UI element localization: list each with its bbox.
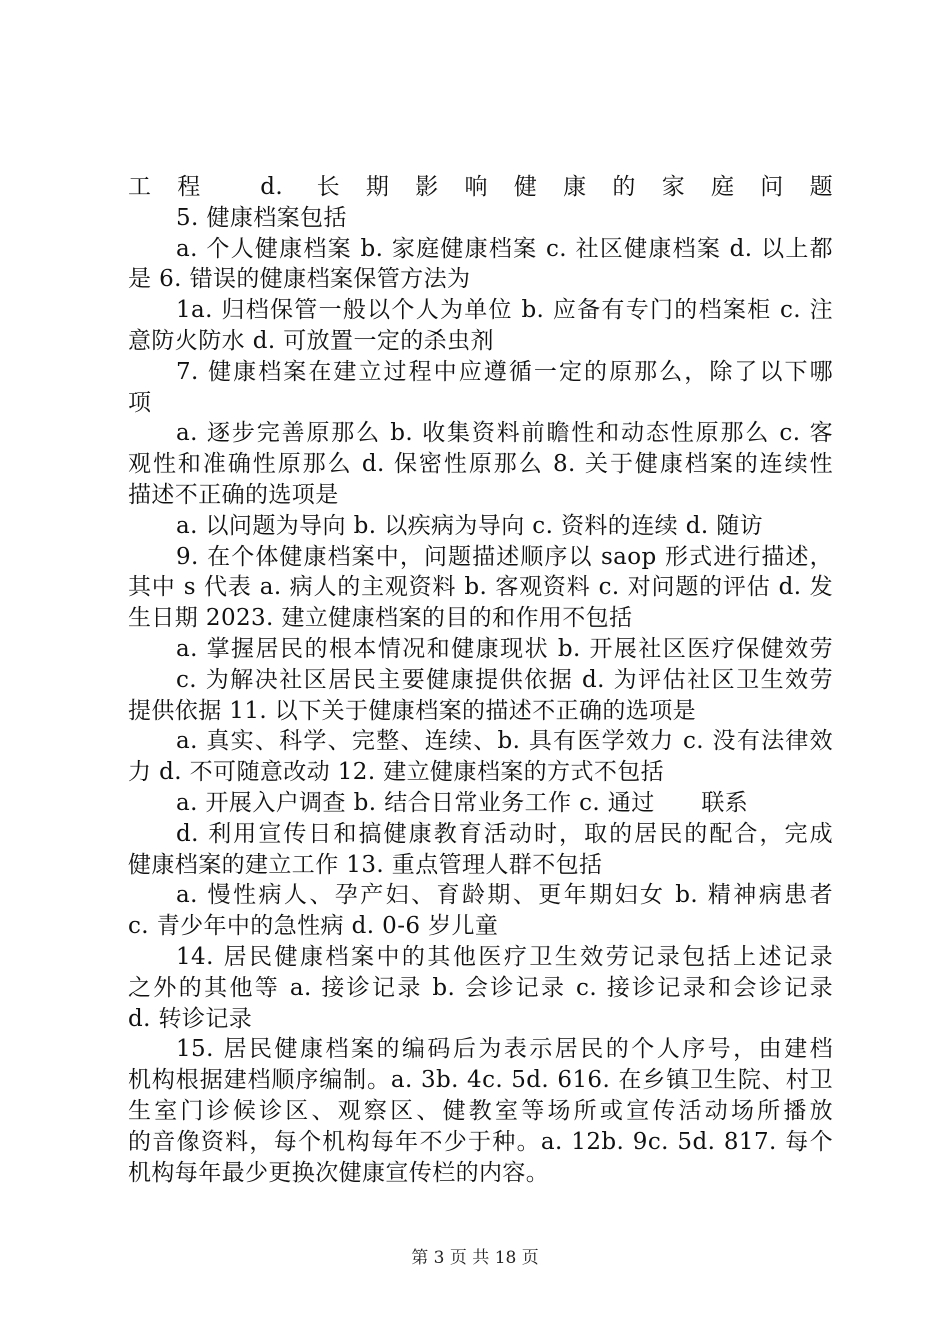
document-body bbox=[128, 172, 833, 1188]
text-line: 提供依据 11. 以下关于健康档案的描述不正确的选项是 bbox=[128, 697, 696, 724]
text-line: c. 为解决社区居民主要健康提供依据 d. 为评估社区卫生效劳 bbox=[176, 666, 833, 693]
text-line: 9. 在个体健康档案中，问题描述顺序以 saop 形式进行描述， bbox=[176, 543, 833, 570]
text-line: 15. 居民健康档案的编码后为表示居民的个人序号，由建档 bbox=[176, 1036, 833, 1063]
text-line: a. 掌握居民的根本情况和健康现状 b. 开展社区医疗保健效劳 bbox=[176, 635, 833, 662]
text-line: 项 bbox=[128, 389, 152, 416]
text-line: a. 慢性病人、孕产妇、育龄期、更年期妇女 b. 精神病患者 bbox=[176, 882, 833, 909]
text-line: 意防火防水 d. 可放置一定的杀虫剂 bbox=[128, 327, 494, 354]
text-line: c. 青少年中的急性病 d. 0-6 岁儿童 bbox=[128, 913, 499, 940]
text-line: a. 个人健康档案 b. 家庭健康档案 c. 社区健康档案 d. 以上都 bbox=[176, 235, 833, 262]
text-line: a. 开展入户调查 b. 结合日常业务工作 c. 通过 联系 bbox=[176, 789, 749, 816]
text-line: 7. 健康档案在建立过程中应遵循一定的原那么，除了以下哪 bbox=[176, 358, 833, 385]
text-line: a. 逐步完善原那么 b. 收集资料前瞻性和动态性原那么 c. 客 bbox=[176, 420, 833, 447]
text-line: 生日期 2023. 建立健康档案的目的和作用不包括 bbox=[128, 605, 633, 632]
text-line: 是 6. 错误的健康档案保管方法为 bbox=[128, 266, 471, 293]
text-line: 力 d. 不可随意改动 12. 建立健康档案的方式不包括 bbox=[128, 759, 665, 786]
text-line: 14. 居民健康档案中的其他医疗卫生效劳记录包括上述记录 bbox=[176, 943, 833, 970]
text-line: 工程 d. 长期影响健康的家庭问题 bbox=[128, 174, 833, 200]
text-line: 的音像资料，每个机构每年不少于种。a. 12b. 9c. 5d. 817. 每个 bbox=[128, 1128, 833, 1155]
text-line: 机构根据建档顺序编制。a. 3b. 4c. 5d. 616. 在乡镇卫生院、村卫 bbox=[128, 1067, 833, 1094]
text-line: 5. 健康档案包括 bbox=[176, 204, 347, 231]
text-line: 生室门诊候诊区、观察区、健教室等场所或宣传活动场所播放 bbox=[128, 1097, 833, 1124]
text-line: a. 真实、科学、完整、连续、b. 具有医学效力 c. 没有法律效 bbox=[176, 728, 833, 755]
page-number-footer: 第 3 页 共 18 页 bbox=[411, 1248, 539, 1268]
text-line: 之外的其他等 a. 接诊记录 b. 会诊记录 c. 接诊记录和会诊记录 bbox=[128, 974, 833, 1001]
text-line: 观性和准确性原那么 d. 保密性原那么 8. 关于健康档案的连续性 bbox=[128, 451, 833, 478]
text-line: 机构每年最少更换次健康宣传栏的内容。 bbox=[128, 1159, 550, 1186]
text-line: 健康档案的建立工作 13. 重点管理人群不包括 bbox=[128, 851, 603, 878]
text-line: a. 以问题为导向 b. 以疾病为导向 c. 资料的连续 d. 随访 bbox=[176, 512, 764, 539]
text-line: 其中 s 代表 a. 病人的主观资料 b. 客观资料 c. 对问题的评估 d. 发 bbox=[128, 574, 833, 601]
text-line: d. 转诊记录 bbox=[128, 1005, 253, 1032]
text-line: 描述不正确的选项是 bbox=[128, 481, 339, 508]
text-line: 1a. 归档保管一般以个人为单位 b. 应备有专门的档案柜 c. 注 bbox=[176, 297, 833, 324]
text-line: d. 利用宣传日和搞健康教育活动时，取的居民的配合，完成 bbox=[176, 820, 833, 847]
